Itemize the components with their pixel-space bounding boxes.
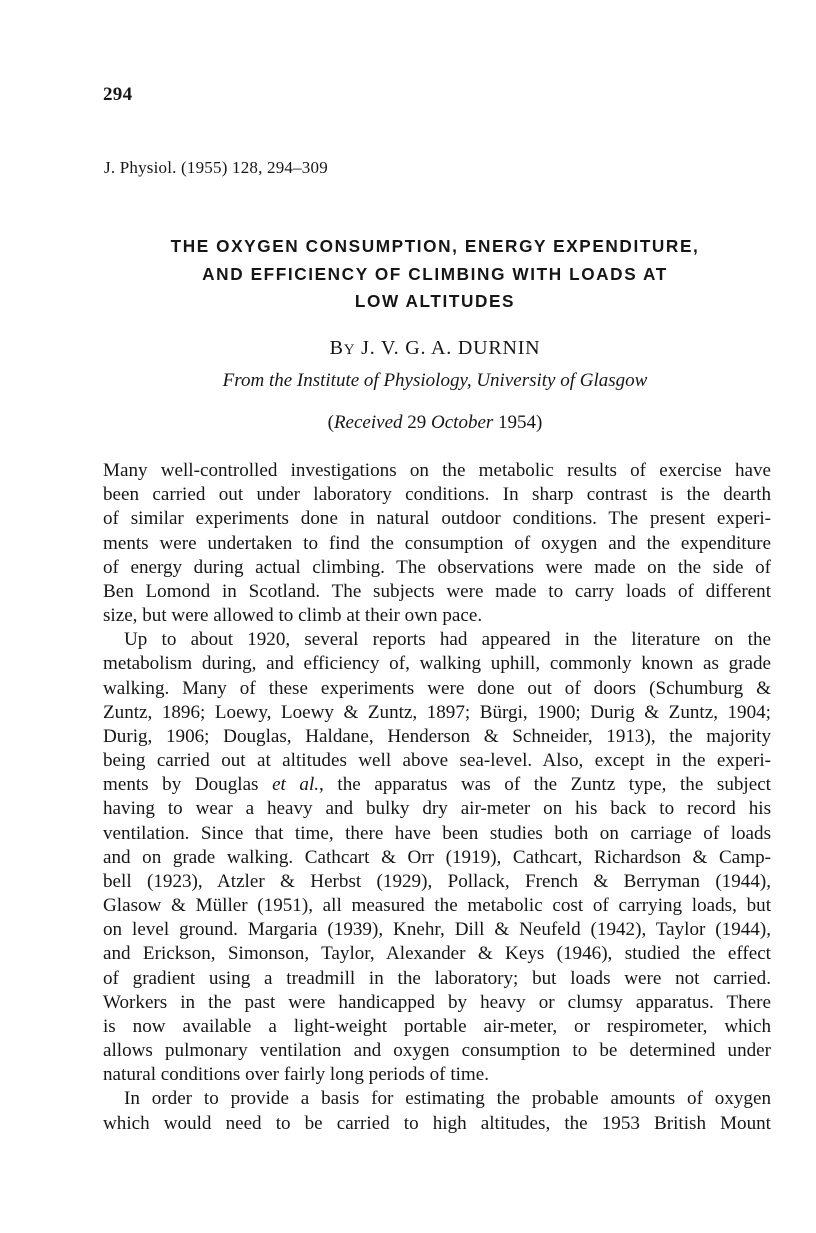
body-text-line: having to wear a heavy and bulky dry air-meter on his back to record his: [103, 798, 771, 820]
body-text-line: of gradient using a treadmill in the laboratory; but loads were not carried.: [103, 967, 771, 989]
author-affiliation: From the Institute of Physiology, University of Glasgow: [222, 370, 648, 391]
body-text-line: Glasow & Müller (1951), all measured the metabolic cost of carrying loads, but: [103, 895, 771, 917]
received-day: 29: [402, 412, 432, 433]
body-text-line: metabolism during, and efficiency of, walking uphill, commonly known as grade: [103, 653, 771, 675]
by-prefix-initial: B: [329, 337, 344, 359]
body-text-line: size, but were allowed to climb at their own pace.: [103, 605, 483, 627]
article-title: [100, 233, 770, 316]
received-label: Received: [333, 412, 403, 433]
body-text-line: Ben Lomond in Scotland. The subjects were made to carry loads of different: [103, 580, 771, 602]
body-text-line: Durig, 1906; Douglas, Haldane, Henderson & Schneider, 1913), the majority: [103, 725, 771, 747]
title-line: THE OXYGEN CONSUMPTION, ENERGY EXPENDITURE,: [170, 236, 700, 256]
journal-citation: J. Physiol. (1955) 128, 294–309: [104, 158, 328, 177]
received-date: [100, 412, 770, 434]
body-text-line: Zuntz, 1896; Loewy, Loewy & Zuntz, 1897; Bürgi, 1900; Durig & Zuntz, 1904;: [103, 701, 771, 723]
title-line: AND EFFICIENCY OF CLIMBING WITH LOADS AT: [202, 263, 668, 284]
body-text-line: natural conditions over fairly long periods of time.: [103, 1064, 490, 1086]
author-names: J. V. G. A. DURNIN: [361, 337, 541, 359]
body-text-line: being carried out at altitudes well above sea-level. Also, except in the experi-: [103, 750, 771, 772]
body-text-line: ments were undertaken to find the consumption of oxygen and the expenditure: [103, 532, 771, 554]
received-open: (: [327, 412, 334, 433]
body-text-line: bell (1923), Atzler & Herbst (1929), Pollack, French & Berryman (1944),: [103, 870, 771, 892]
page-number: 294: [103, 84, 133, 105]
body-text-line: which would need to be carried to high altitudes, the 1953 British Mount: [103, 1112, 771, 1134]
title-line: LOW ALTITUDES: [354, 291, 516, 311]
body-text-line: of energy during actual climbing. The observations were made on the side of: [103, 556, 771, 578]
by-prefix-rest: Y: [343, 342, 356, 358]
body-text-line: and on grade walking. Cathcart & Orr (1919), Cathcart, Richardson & Camp-: [103, 846, 771, 868]
body-text-line: In order to provide a basis for estimating the probable amounts of oxygen: [124, 1088, 771, 1110]
body-text-line: Up to about 1920, several reports had appeared in the literature on the: [124, 629, 771, 651]
body-text-line: ventilation. Since that time, there have been studies both on carriage of loads: [103, 822, 771, 844]
received-month: October: [431, 412, 494, 433]
body-text-line: ments by Douglas et al., the apparatus was of the Zuntz type, the subject: [103, 774, 771, 796]
body-text-line: Workers in the past were handicapped by heavy or clumsy apparatus. There: [103, 991, 771, 1013]
body-text-line: been carried out under laboratory conditions. In sharp contrast is the dearth: [103, 484, 771, 506]
body-text-line: is now available a light-weight portable air-meter, or respirometer, which: [103, 1015, 771, 1037]
body-text-line: on level ground. Margaria (1939), Knehr, Dill & Neufeld (1942), Taylor (1944),: [103, 919, 771, 941]
body-text-line: of similar experiments done in natural outdoor conditions. The present experi-: [103, 508, 771, 530]
article-body: [103, 459, 771, 1136]
body-text-line: allows pulmonary ventilation and oxygen consumption to be determined under: [103, 1040, 771, 1062]
body-text-line: walking. Many of these experiments were done out of doors (Schumburg &: [103, 677, 771, 699]
body-text-line: and Erickson, Simonson, Taylor, Alexander & Keys (1946), studied the effect: [103, 943, 771, 965]
received-year: 1954): [493, 412, 543, 433]
byline: [100, 337, 770, 360]
body-text-line: Many well-controlled investigations on the metabolic results of exercise have: [103, 460, 771, 481]
